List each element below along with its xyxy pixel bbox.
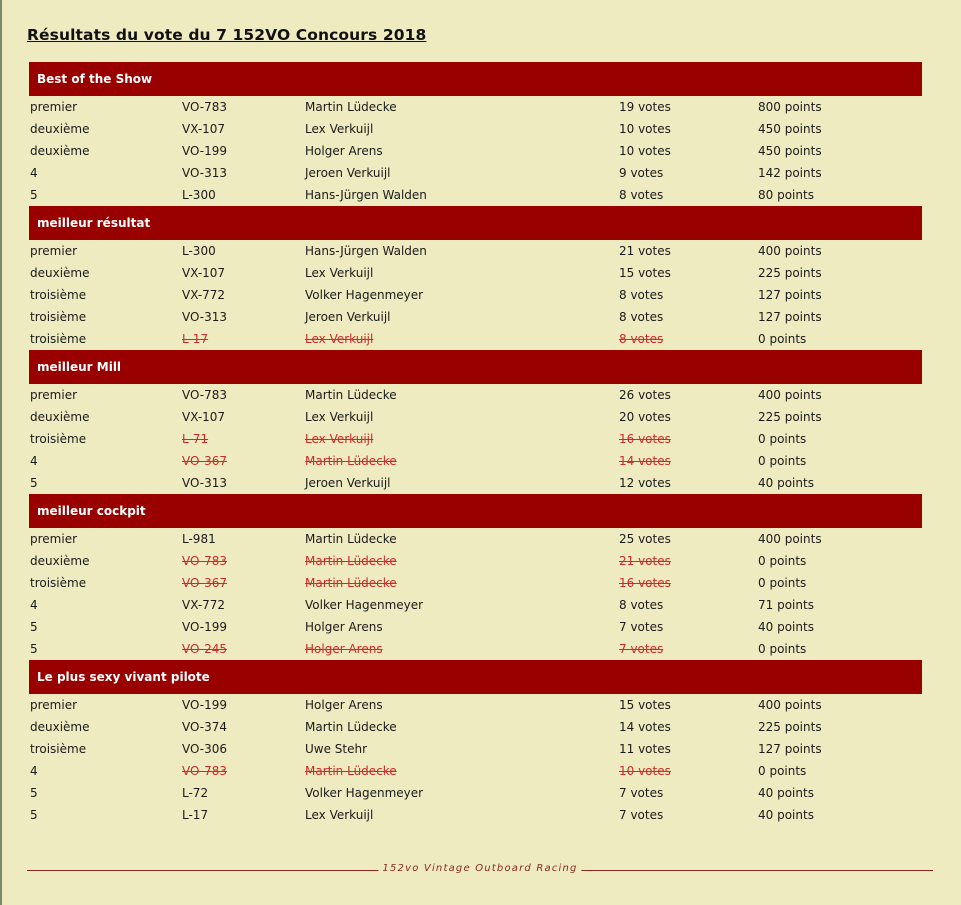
table-row — [29, 594, 922, 616]
votes-cell: 7 votes — [619, 808, 664, 822]
pilot-name-cell: Martin Lüdecke — [305, 454, 397, 468]
rank-cell: premier — [30, 388, 78, 402]
votes-cell: 7 votes — [619, 786, 664, 800]
votes-cell: 10 votes — [619, 144, 671, 158]
rank-cell: 5 — [30, 188, 38, 202]
rank-cell: premier — [30, 532, 78, 546]
pilot-name-cell: Volker Hagenmeyer — [305, 598, 424, 612]
votes-cell: 8 votes — [619, 310, 664, 324]
rank-cell: 4 — [30, 598, 38, 612]
votes-cell: 15 votes — [619, 266, 671, 280]
points-cell: 400 points — [758, 532, 822, 546]
points-cell: 0 points — [758, 454, 807, 468]
points-cell: 40 points — [758, 808, 814, 822]
boat-code-cell: L-300 — [182, 244, 216, 258]
votes-cell: 20 votes — [619, 410, 671, 424]
points-cell: 127 points — [758, 742, 822, 756]
pilot-name-cell: Holger Arens — [305, 620, 383, 634]
points-cell: 450 points — [758, 144, 822, 158]
pilot-name-cell: Holger Arens — [305, 642, 383, 656]
votes-cell: 26 votes — [619, 388, 671, 402]
boat-code-cell: VX-772 — [182, 598, 226, 612]
pilot-name-cell: Volker Hagenmeyer — [305, 288, 424, 302]
rank-cell: troisième — [30, 742, 87, 756]
pilot-name-cell: Martin Lüdecke — [305, 532, 397, 546]
boat-code-cell: VO-199 — [182, 144, 228, 158]
points-cell: 400 points — [758, 698, 822, 712]
points-cell: 0 points — [758, 432, 807, 446]
points-cell: 0 points — [758, 332, 807, 346]
pilot-name-cell: Hans-Jürgen Walden — [305, 188, 427, 202]
table-row — [29, 804, 922, 826]
votes-cell: 8 votes — [619, 288, 664, 302]
boat-code-cell: L-17 — [182, 808, 209, 822]
boat-code-cell: L-300 — [182, 188, 216, 202]
section-header: meilleur résultat — [29, 206, 922, 240]
rank-cell: premier — [30, 244, 78, 258]
pilot-name-cell: Lex Verkuijl — [305, 122, 374, 136]
pilot-name-cell: Lex Verkuijl — [305, 808, 374, 822]
results-table — [29, 62, 922, 826]
votes-cell: 11 votes — [619, 742, 671, 756]
boat-code-cell: L-72 — [182, 786, 209, 800]
votes-cell: 8 votes — [619, 188, 664, 202]
table-row — [29, 738, 922, 760]
points-cell: 142 points — [758, 166, 822, 180]
points-cell: 400 points — [758, 388, 822, 402]
boat-code-cell: VO-199 — [182, 620, 228, 634]
pilot-name-cell: Uwe Stehr — [305, 742, 368, 756]
table-row — [29, 760, 922, 782]
rank-cell: 5 — [30, 786, 38, 800]
table-row — [29, 240, 922, 262]
table-row — [29, 328, 922, 350]
pilot-name-cell: Martin Lüdecke — [305, 720, 397, 734]
votes-cell: 14 votes — [619, 454, 671, 468]
table-row — [29, 284, 922, 306]
rank-cell: 4 — [30, 166, 38, 180]
table-row — [29, 528, 922, 550]
table-row — [29, 472, 922, 494]
rank-cell: deuxième — [30, 554, 90, 568]
points-cell: 0 points — [758, 576, 807, 590]
points-cell: 450 points — [758, 122, 822, 136]
pilot-name-cell: Volker Hagenmeyer — [305, 786, 424, 800]
pilot-name-cell: Lex Verkuijl — [305, 410, 374, 424]
votes-cell: 7 votes — [619, 642, 664, 656]
votes-cell: 21 votes — [619, 554, 671, 568]
pilot-name-cell: Martin Lüdecke — [305, 764, 397, 778]
table-row — [29, 184, 922, 206]
boat-code-cell: VO-367 — [182, 576, 228, 590]
pilot-name-cell: Lex Verkuijl — [305, 266, 374, 280]
votes-cell: 8 votes — [619, 598, 664, 612]
rank-cell: deuxième — [30, 266, 90, 280]
page-title: Résultats du vote du 7 152VO Concours 2018 — [27, 26, 427, 44]
section-header: meilleur Mill — [29, 350, 922, 384]
table-row — [29, 694, 922, 716]
pilot-name-cell: Hans-Jürgen Walden — [305, 244, 427, 258]
table-row — [29, 306, 922, 328]
votes-cell: 19 votes — [619, 100, 671, 114]
pilot-name-cell: Lex Verkuijl — [305, 332, 374, 346]
points-cell: 40 points — [758, 620, 814, 634]
rank-cell: troisième — [30, 310, 87, 324]
pilot-name-cell: Holger Arens — [305, 144, 383, 158]
rank-cell: premier — [30, 100, 78, 114]
table-row — [29, 96, 922, 118]
pilot-name-cell: Martin Lüdecke — [305, 100, 397, 114]
boat-code-cell: VX-107 — [182, 410, 226, 424]
table-row — [29, 616, 922, 638]
points-cell: 80 points — [758, 188, 814, 202]
table-row — [29, 262, 922, 284]
votes-cell: 25 votes — [619, 532, 671, 546]
table-row — [29, 450, 922, 472]
rank-cell: premier — [30, 698, 78, 712]
points-cell: 127 points — [758, 310, 822, 324]
votes-cell: 10 votes — [619, 764, 671, 778]
boat-code-cell: VO-313 — [182, 476, 228, 490]
rank-cell: 5 — [30, 620, 38, 634]
section-header: meilleur cockpit — [29, 494, 922, 528]
table-row — [29, 118, 922, 140]
pilot-name-cell: Jeroen Verkuijl — [305, 310, 391, 324]
footer-label: 152vo Vintage Outboard Racing — [378, 863, 581, 874]
boat-code-cell: VO-783 — [182, 554, 228, 568]
votes-cell: 9 votes — [619, 166, 664, 180]
points-cell: 225 points — [758, 720, 822, 734]
rank-cell: 5 — [30, 476, 38, 490]
pilot-name-cell: Martin Lüdecke — [305, 388, 397, 402]
page-left-border — [0, 0, 2, 905]
boat-code-cell: VO-306 — [182, 742, 228, 756]
points-cell: 40 points — [758, 786, 814, 800]
rank-cell: 5 — [30, 642, 38, 656]
table-row — [29, 428, 922, 450]
table-row — [29, 782, 922, 804]
points-cell: 800 points — [758, 100, 822, 114]
boat-code-cell: VO-367 — [182, 454, 228, 468]
votes-cell: 21 votes — [619, 244, 671, 258]
section-header: Best of the Show — [29, 62, 922, 96]
table-row — [29, 140, 922, 162]
boat-code-cell: VO-199 — [182, 698, 228, 712]
boat-code-cell: VO-783 — [182, 764, 228, 778]
votes-cell: 7 votes — [619, 620, 664, 634]
rank-cell: troisième — [30, 288, 87, 302]
boat-code-cell: VO-245 — [182, 642, 228, 656]
rank-cell: 4 — [30, 454, 38, 468]
points-cell: 225 points — [758, 266, 822, 280]
votes-cell: 12 votes — [619, 476, 671, 490]
table-row — [29, 550, 922, 572]
points-cell: 225 points — [758, 410, 822, 424]
rank-cell: deuxième — [30, 410, 90, 424]
pilot-name-cell: Martin Lüdecke — [305, 576, 397, 590]
rank-cell: troisième — [30, 432, 87, 446]
points-cell: 0 points — [758, 554, 807, 568]
votes-cell: 8 votes — [619, 332, 664, 346]
votes-cell: 16 votes — [619, 576, 671, 590]
rank-cell: troisième — [30, 332, 87, 346]
boat-code-cell: L-17 — [182, 332, 209, 346]
table-row — [29, 572, 922, 594]
points-cell: 0 points — [758, 642, 807, 656]
points-cell: 400 points — [758, 244, 822, 258]
table-row — [29, 384, 922, 406]
pilot-name-cell: Martin Lüdecke — [305, 554, 397, 568]
table-row — [29, 716, 922, 738]
rank-cell: 5 — [30, 808, 38, 822]
rank-cell: troisième — [30, 576, 87, 590]
boat-code-cell: VO-783 — [182, 100, 228, 114]
rank-cell: deuxième — [30, 720, 90, 734]
pilot-name-cell: Jeroen Verkuijl — [305, 166, 391, 180]
boat-code-cell: VX-107 — [182, 266, 226, 280]
boat-code-cell: VO-374 — [182, 720, 228, 734]
points-cell: 127 points — [758, 288, 822, 302]
table-row — [29, 406, 922, 428]
boat-code-cell: VX-772 — [182, 288, 226, 302]
pilot-name-cell: Holger Arens — [305, 698, 383, 712]
rank-cell: deuxième — [30, 144, 90, 158]
rank-cell: 4 — [30, 764, 38, 778]
points-cell: 40 points — [758, 476, 814, 490]
votes-cell: 14 votes — [619, 720, 671, 734]
boat-code-cell: L-71 — [182, 432, 209, 446]
points-cell: 0 points — [758, 764, 807, 778]
votes-cell: 16 votes — [619, 432, 671, 446]
pilot-name-cell: Lex Verkuijl — [305, 432, 374, 446]
table-row — [29, 162, 922, 184]
boat-code-cell: VO-783 — [182, 388, 228, 402]
pilot-name-cell: Jeroen Verkuijl — [305, 476, 391, 490]
footer — [27, 860, 933, 880]
points-cell: 71 points — [758, 598, 814, 612]
votes-cell: 15 votes — [619, 698, 671, 712]
boat-code-cell: VX-107 — [182, 122, 226, 136]
votes-cell: 10 votes — [619, 122, 671, 136]
boat-code-cell: VO-313 — [182, 310, 228, 324]
rank-cell: deuxième — [30, 122, 90, 136]
boat-code-cell: VO-313 — [182, 166, 228, 180]
table-row — [29, 638, 922, 660]
section-header: Le plus sexy vivant pilote — [29, 660, 922, 694]
boat-code-cell: L-981 — [182, 532, 216, 546]
